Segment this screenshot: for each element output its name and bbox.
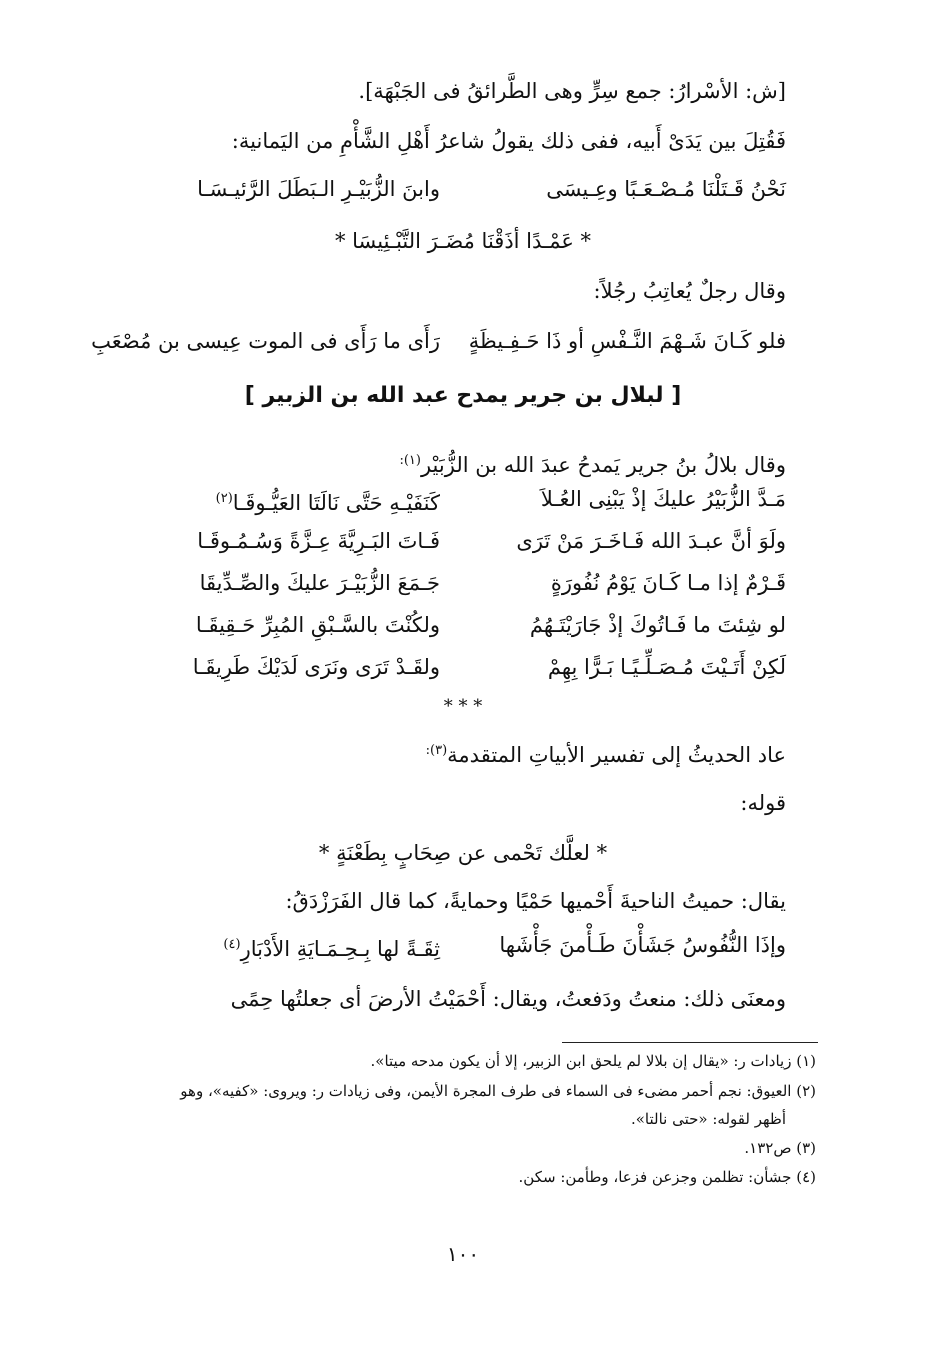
section-separator: * * *	[443, 696, 483, 717]
poem-line-left: جَـمَعَ الزُّبَيْـرَ عليكَ والصِّـدِّيقَا	[199, 571, 440, 595]
poem-line-left: ولقَـدْ تَرَى ونَرَى لَدَيْكَ طَرِيقَـا	[192, 655, 440, 679]
poem-line-right: مَـدَّ الزُّبَيْرُ عليكَ إذْ يَبْنِى العُـلاَ	[540, 487, 786, 511]
section-heading: [ لبلال بن جرير يمدح عبد الله بن الزبير ]	[244, 383, 682, 408]
poem-line-right: لَكِنْ أَتَـيْتَ مُـصَـلِّـيًـا بَـرًّا بِهِمْ	[547, 655, 786, 679]
poem-line-right: قَـرْمٌ إذا مـا كَـانَ يَوْمُ نُفُورَةٍ	[550, 571, 786, 595]
footnote: (٣) ص١٣٢.	[744, 1139, 816, 1157]
footnote-continuation: أظهر لقوله: «حتى نالتا».	[630, 1110, 786, 1128]
footnote-divider	[562, 1042, 818, 1043]
footnote-marker: (١):	[399, 453, 421, 468]
verse-hemistich-left: رَأَى ما رَأَى فى الموت عِيسى بن مُصْعَبِ	[91, 329, 440, 353]
hemistich-text: كَنَفَيْـهِ حَتَّى نَالَتَا العَيُّـوقَـا	[232, 491, 440, 515]
gloss-paragraph: [ش: الأسْرارُ: جمع سِرٍّ وهى الطَّرائقُ فى الجَبْهَة].	[358, 79, 786, 103]
verse-hemistich-right: نَحْنُ قَـتَلْنَا مُـصْـعَـبًا وعِـيسَى	[546, 177, 786, 201]
body-paragraph: فَقُتِلَ بين يَدَىْ أَبيه، ففى ذلك يقولُ شاعرُ أَهْلِ الشَّأْمِ من اليَمانية:	[231, 129, 786, 153]
footnote-marker: (٢)	[215, 491, 233, 506]
poem-line-left	[120, 484, 440, 518]
paragraph-text: وقال بلالُ بنُ جرير يَمدحُ عبدَ الله بن الزُّبَيْر	[420, 453, 786, 477]
body-paragraph: وقال رجلٌ يُعاتِبُ رجُلاً:	[593, 279, 786, 303]
poem-line-right: لو شِئتَ ما فَـاتُوكَ إذْ جَارَيْتَـهُمُ	[529, 613, 786, 637]
poem-line-left: ولكُنْتَ بالسَّـبْقِ المُبِرِّ حَـقِيقَـا	[195, 613, 440, 637]
footnote: (١) زيادات ر: «يقال إن بلالا لم يلحق ابن الزبير، إلا أن يكون مدحه ميتا».	[370, 1052, 816, 1070]
footnote: (٢) العيوق: نجم أحمر مضىء فى السماء فى طرف المجرة الأيمن، وفى زيادات ر: ويروى: «كفيه»، وهو	[180, 1082, 816, 1100]
verse-centered: * لعلَّك تَحْمى عن صِحَابٍ بِطَعْنَةٍ *	[318, 841, 608, 865]
verse-centered: * عَمْـدًا أذَقْنَا مُضَـرَ التَّبْـئِيسَا *	[334, 229, 592, 253]
verse-hemistich-left	[80, 930, 440, 964]
paragraph-text: عاد الحديثُ إلى تفسير الأبياتِ المتقدمة	[447, 743, 786, 767]
verse-hemistich-right: فلو كَـانَ شَـهْمَ النَّـفْسِ أو ذَا حَـفِـيظَةٍ	[468, 329, 786, 353]
poem-line-left: فَـاتَ البَـرِيَّةَ عِـزَّةً وَسُـمُـوقَـا	[197, 529, 440, 553]
verse-hemistich-right: وإذَا النُّفُوسُ جَشَأْنَ طَـأْمنَ جَأْشَها	[499, 933, 786, 957]
footnote: (٤) جشأن: تظلمن وجزعن فزعا، وطأمن: سكن.	[518, 1168, 816, 1186]
poem-line-right: ولَوَ أنَّ عبـدَ الله فَـاخَـرَ مَنْ تَرَى	[516, 529, 786, 553]
hemistich-text: ثِقَـةً لها بِـحِـمَـايَةِ الأَدْبَارِ	[240, 937, 440, 961]
verse-hemistich-left: وابنَ الزُّبَيْـرِ الـبَطَلَ الرَّئيـسَـا	[197, 177, 440, 201]
body-paragraph	[399, 446, 786, 480]
body-paragraph: يقال: حميتُ الناحيةَ أَحْميها حَمْيًا وحمايةً، كما قال الفَرَزْدَقُ:	[285, 889, 786, 913]
footnote-marker: (٤)	[223, 937, 241, 952]
body-paragraph	[426, 736, 786, 770]
body-paragraph: قوله:	[740, 791, 786, 815]
page-number: ١٠٠	[446, 1242, 480, 1266]
body-paragraph: ومعنَى ذلك: منعتُ ودَفعتُ، ويقال: أَحْمَيْتُ الأرضَ أى جعلتُها حِمًى	[230, 987, 786, 1011]
footnote-marker: (٣):	[425, 743, 448, 758]
